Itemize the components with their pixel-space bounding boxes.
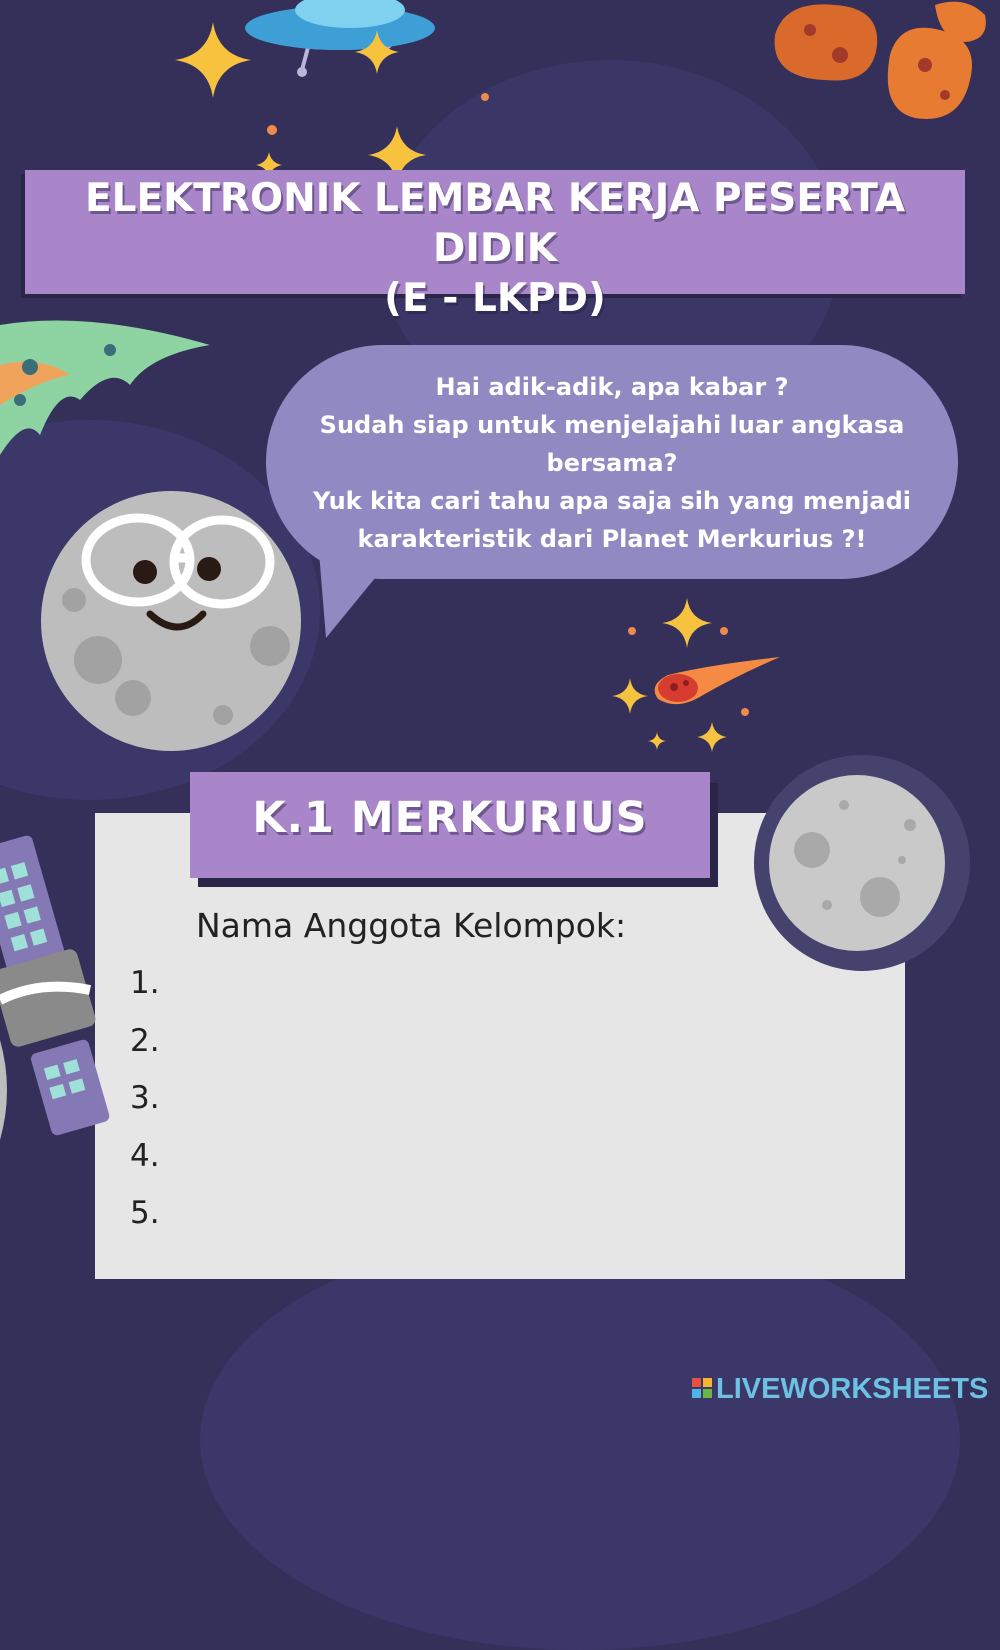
ufo-icon: [240, 0, 440, 80]
star-dot-icon: [740, 707, 750, 717]
star-icon: [662, 598, 712, 648]
member-item: 2.: [130, 1022, 160, 1059]
bubble-line: Hai adik-adik, apa kabar ?: [435, 373, 789, 401]
planet-icon: [752, 755, 972, 975]
star-icon: [175, 22, 251, 98]
speech-bubble-text: [280, 368, 944, 558]
members-list: [130, 960, 160, 1248]
asteroid-icon: [765, 0, 1000, 130]
star-icon: [648, 732, 666, 750]
background-blob: [200, 1230, 960, 1650]
bubble-line: bersama?: [546, 449, 678, 477]
star-dot-icon: [627, 626, 637, 636]
member-item: 3.: [130, 1080, 160, 1116]
satellite-icon: [0, 840, 110, 1130]
page-title: [25, 174, 965, 324]
comet-icon: [648, 655, 783, 710]
liveworksheets-logo-icon: [692, 1378, 712, 1398]
plant-icon: [0, 305, 215, 465]
title-line-2: (E - LKPD): [384, 276, 606, 321]
member-item: 4.: [130, 1137, 160, 1174]
star-dot-icon: [719, 626, 729, 636]
section-tag: K.1 MERKURIUS: [252, 793, 648, 843]
brand-label: LIVEWORKSHEETS: [716, 1373, 989, 1405]
star-icon: [697, 722, 727, 752]
member-item: 5.: [130, 1195, 160, 1231]
bubble-line: Sudah siap untuk menjelajahi luar angkasa: [319, 411, 905, 439]
planet-edge-icon: [0, 1040, 12, 1140]
title-line-1: ELEKTRONIK LEMBAR KERJA PESERTA DIDIK: [84, 176, 906, 271]
members-label: Nama Anggota Kelompok:: [196, 906, 627, 945]
star-icon: [355, 30, 399, 74]
moon-character-icon: [38, 490, 308, 752]
star-icon: [612, 678, 648, 714]
star-dot-icon: [480, 92, 490, 102]
star-dot-icon: [266, 124, 278, 136]
member-item: 1.: [130, 965, 160, 1001]
bubble-line: karakteristik dari Planet Merkurius ?!: [357, 525, 867, 553]
bubble-line: Yuk kita cari tahu apa saja sih yang menjadi: [312, 487, 912, 515]
